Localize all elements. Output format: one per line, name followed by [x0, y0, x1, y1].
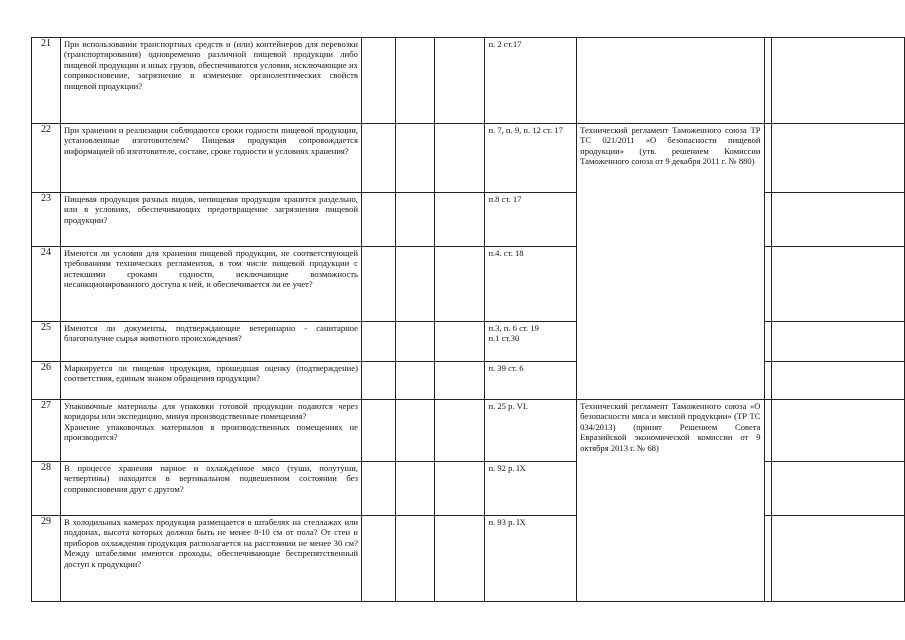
table-row [32, 247, 905, 322]
notes-cell[interactable] [771, 124, 904, 193]
answer-no-cell[interactable] [395, 38, 434, 124]
column-gap [764, 462, 771, 516]
table-row [32, 193, 905, 247]
answer-na-cell[interactable] [434, 124, 485, 193]
answer-na-cell[interactable] [434, 322, 485, 362]
row-number: 27 [32, 400, 61, 462]
regulation-reference: п. 7, п. 9, п. 12 ст. 17 [485, 124, 577, 193]
row-number: 28 [32, 462, 61, 516]
answer-na-cell[interactable] [434, 462, 485, 516]
column-gap [764, 193, 771, 247]
answer-yes-cell[interactable] [361, 462, 395, 516]
answer-no-cell[interactable] [395, 362, 434, 400]
notes-cell[interactable] [771, 516, 904, 602]
regulation-document-tr-034: Технический регламент Таможенного союза «О безопасности мяса и мясной продукции» (ТР ТС 034/2013) (принят Решением Совета Евразийской экономической комиссии от 9 октября 2013 г. № 68) [577, 400, 764, 602]
requirement-question-text: В холодильных камерах продукция размещается в штабелях на стеллажах или поддонах, высота которых должна быть не менее 8-10 см от пола? От стен и приборов охлаждения продукция располагается на расстоянии не менее 30 см? Между штабелями имеются проходы, обеспечивающие беспрепятственный доступ к продукции? [63, 517, 358, 569]
table-row [32, 38, 905, 124]
requirement-question [60, 516, 361, 602]
regulation-reference: п. 39 ст. 6 [485, 362, 577, 400]
requirement-question: Имеются ли условия для хранения пищевой продукции, не соответствующей требованиям технических регламентов, в том числе пищевой продукции с истекшими сроками годности, исключающие возможность несанкционированного доступа к ней, и обеспечивается ли ее учет? [60, 247, 361, 322]
column-gap [764, 322, 771, 362]
answer-no-cell[interactable] [395, 124, 434, 193]
column-gap [764, 362, 771, 400]
regulation-reference: п. 2 ст.17 [485, 38, 577, 124]
answer-yes-cell[interactable] [361, 38, 395, 124]
column-gap [764, 516, 771, 602]
column-gap [764, 124, 771, 193]
answer-yes-cell[interactable] [361, 362, 395, 400]
row-number: 29 [32, 516, 61, 602]
answer-yes-cell[interactable] [361, 516, 395, 602]
requirement-question: Упаковочные материалы для упаковки готовой продукции подаются через коридоры или экспедицию, минуя производственные помещения? Хранение упаковочных материалов в производственных помещениях не производится? [60, 400, 361, 462]
requirement-question: Пищевая продукция разных видов, непищевая продукция хранятся раздельно, или в условиях, обеспечивающих предотвращение загрязнения пищевой продукции? [60, 193, 361, 247]
requirement-question: При хранении и реализации соблюдаются сроки годности пищевой продукции, установленные изготовителем? Пищевая продукция сопровождается информацией об изготовителе, составе, сроке годности и условиях хранения? [60, 124, 361, 193]
notes-cell[interactable] [771, 247, 904, 322]
requirement-question: В процессе хранения парное и охлажденное мясо (туши, полутуши, четвертины) находится в вертикальном подвешенном состоянии без соприкосновения друг с другом? [60, 462, 361, 516]
table-row [32, 362, 905, 400]
row-number: 25 [32, 322, 61, 362]
checklist-table [31, 37, 905, 602]
row-number: 26 [32, 362, 61, 400]
answer-yes-cell[interactable] [361, 400, 395, 462]
regulation-reference: п. 25 р. VI. [485, 400, 577, 462]
requirement-question: Маркируется ли пищевая продукция, прошедшая оценку (подтверждение) соответствия, единым знаком обращения продукции? [60, 362, 361, 400]
regulation-reference: п. 93 р. IX [485, 516, 577, 602]
requirement-question: Имеются ли документы, подтверждающие ветеринарно - санитарное благополучие сырья животного происхождения? [60, 322, 361, 362]
regulation-reference: п.8 ст. 17 [485, 193, 577, 247]
column-gap [764, 38, 771, 124]
regulation-reference: п. 92 р. IX [485, 462, 577, 516]
row-number: 22 [32, 124, 61, 193]
row-number: 21 [32, 38, 61, 124]
notes-cell[interactable] [771, 400, 904, 462]
answer-yes-cell[interactable] [361, 322, 395, 362]
answer-na-cell[interactable] [434, 38, 485, 124]
answer-na-cell[interactable] [434, 193, 485, 247]
regulation-document-cell [577, 38, 764, 124]
notes-cell[interactable] [771, 362, 904, 400]
table-row [32, 516, 905, 602]
table-row [32, 400, 905, 462]
regulation-document-tr-021: Технический регламент Таможенного союза ТР ТС 021/2011 «О безопасности пищевой продукции» (утв. решением Комиссии Таможенного союза от 9 декабря 2011 г. № 880) [577, 124, 764, 400]
answer-na-cell[interactable] [434, 362, 485, 400]
regulation-reference: п.4. ст. 18 [485, 247, 577, 322]
answer-yes-cell[interactable] [361, 124, 395, 193]
notes-cell[interactable] [771, 193, 904, 247]
table-row [32, 124, 905, 193]
answer-yes-cell[interactable] [361, 247, 395, 322]
table-row [32, 322, 905, 362]
answer-yes-cell[interactable] [361, 193, 395, 247]
requirement-question: При использовании транспортных средств и (или) контейнеров для перевозки (транспортирования) одновременно различной пищевой продукции либо пищевой продукции и иных грузов, обеспечиваются условия, исключающие их соприкосновение, загрязнение и изменение органолептических свойств пищевой продукции? [60, 38, 361, 124]
notes-cell[interactable] [771, 38, 904, 124]
column-gap [764, 400, 771, 462]
answer-na-cell[interactable] [434, 400, 485, 462]
regulation-reference: п.3, п. 6 ст. 19 п.1 ст.30 [485, 322, 577, 362]
answer-na-cell[interactable] [434, 247, 485, 322]
column-gap [764, 247, 771, 322]
answer-no-cell[interactable] [395, 322, 434, 362]
answer-no-cell[interactable] [395, 400, 434, 462]
answer-na-cell[interactable] [434, 516, 485, 602]
notes-cell[interactable] [771, 462, 904, 516]
answer-no-cell[interactable] [395, 516, 434, 602]
table-row [32, 462, 905, 516]
answer-no-cell[interactable] [395, 462, 434, 516]
row-number: 23 [32, 193, 61, 247]
answer-no-cell[interactable] [395, 247, 434, 322]
answer-no-cell[interactable] [395, 193, 434, 247]
row-number: 24 [32, 247, 61, 322]
notes-cell[interactable] [771, 322, 904, 362]
